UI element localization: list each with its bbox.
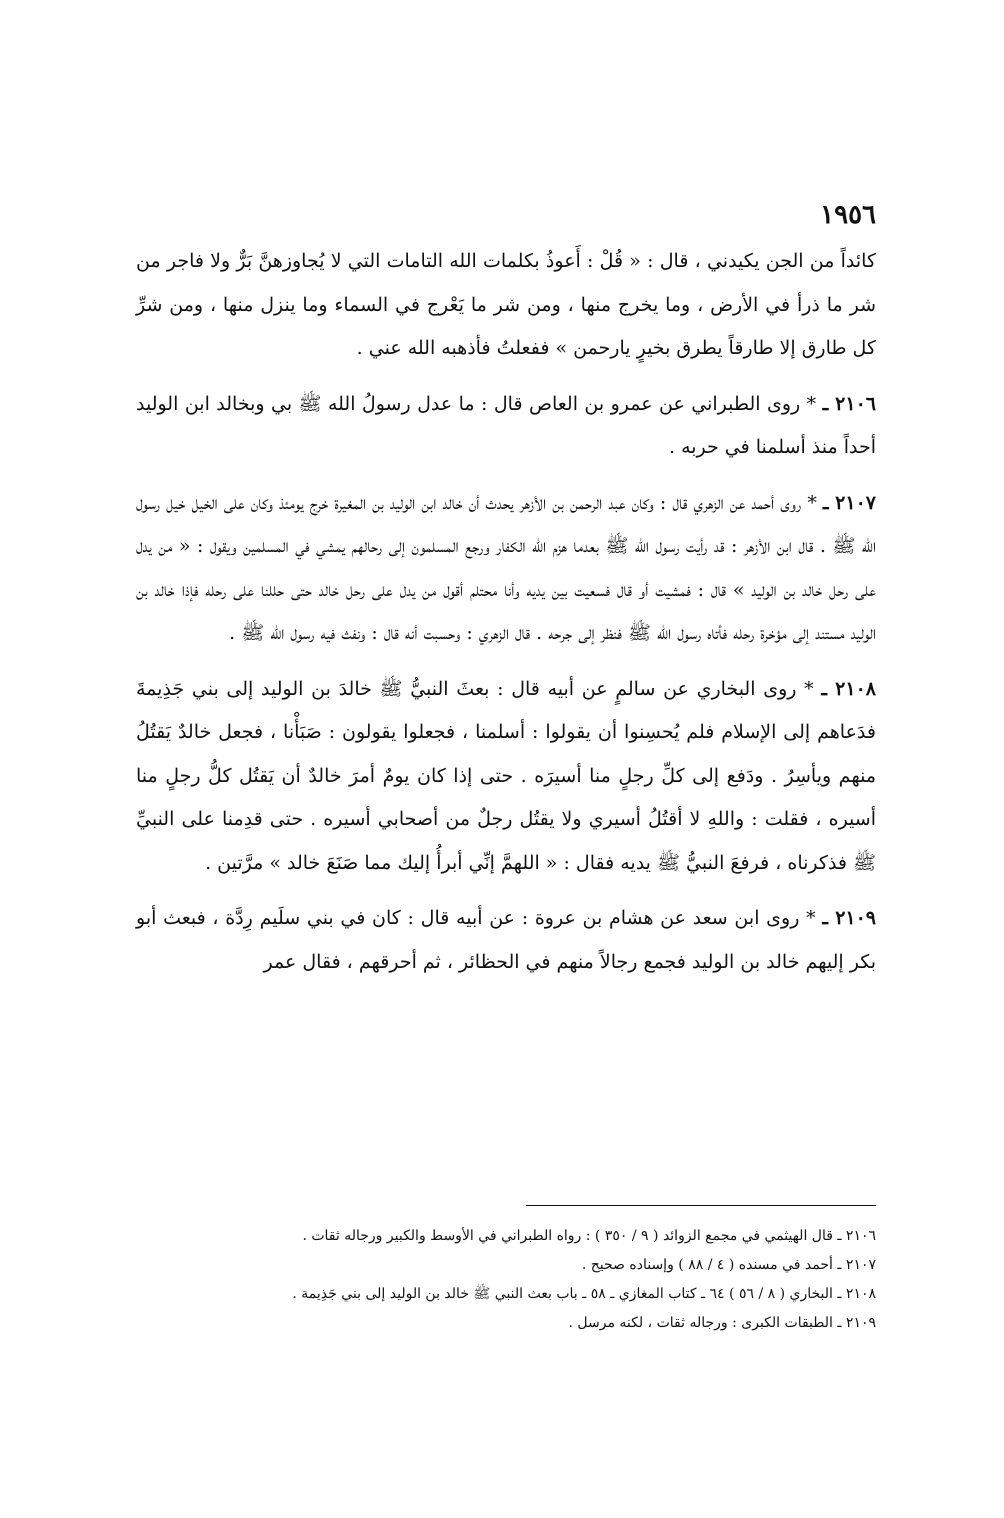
footnote-divider bbox=[526, 1205, 876, 1206]
hadith-number: ٢١٠٧ ـ bbox=[822, 491, 876, 514]
paragraph-text: * روى ابن سعد عن هشام بن عروة : عن أبيه قال : كان في بني سلَيم رِدَّة ، فبعث أبو بكر إليهم خالد بن الوليد فجمع رجالاً منهم في الحظائر ، ثم أحرقهم ، فقال عمر bbox=[136, 907, 876, 973]
paragraph-text: * روى الطبراني عن عمرو بن العاص قال : ما عدل رسولُ الله ﷺ بي وبخالد ابن الوليد أحداً منذ أسلمنا في حربه . bbox=[136, 392, 876, 458]
paragraph-text: * روى أحمد عن الزهري قال : وكان عبد الرحمن بن الأزهر يحدث أن خالد ابن الوليد بن المغيرة خرج يومئذ وكان على الخيل خيل رسول الله ﷺ . قال ابن الأزهر : قد رأيت رسول الله ﷺ بعدما هزم الله الكفار ورجع المسلمون إلى رحالهم يمشي في المسلمين ويقول : « من يدل على رحل خالد بن الوليد » قال : فمشيت أو قال فسعيت بين يديه وأنا محتلم أقول من يدل على رحل خالد حتى حللنا على رحله فإذا خالد بن الوليد مستند إلى مؤخرة رحله فأتاه رسول الله ﷺ فنظر إلى جرحه . قال الزهري : وحسبت أنه قال : ونفث فيه رسول الله ﷺ . bbox=[136, 491, 876, 644]
hadith-2107 bbox=[136, 482, 876, 656]
hadith-number: ٢١٠٦ ـ bbox=[822, 392, 876, 415]
paragraph-continuation bbox=[136, 240, 876, 371]
footnote-2108: ٢١٠٨ ـ البخاري ( ٨ / ٥٦ ) ٦٤ ـ كتاب المغازي ـ ٥٨ ـ باب بعث النبي ﷺ خالد بن الوليد إلى بني جَذِيمة . bbox=[292, 1286, 876, 1302]
footnote-2109: ٢١٠٩ ـ الطبقات الكبرى : ورجاله ثقات ، لكنه مرسل . bbox=[568, 1315, 876, 1331]
hadith-number: ٢١٠٩ ـ bbox=[822, 907, 877, 929]
main-text bbox=[136, 240, 876, 996]
paragraph-text: كائداً من الجن يكيدني ، قال : « قُلْ : أَعوذُ بكلمات الله التامات التي لا يُجاوزهنَّ بَرٌّ ولا فاجر من شر ما ذرأ في الأرض ، وما يخرج منها ، ومن شر ما يَعْرج في السماء وما ينزل منها ، ومن شرِّ كل طارق إلا طارقاً يطرق بخيرٍ يارحمن » ففعلتُ فأذهبه الله عني . bbox=[136, 250, 876, 359]
hadith-2108 bbox=[136, 668, 876, 886]
footnote-2107: ٢١٠٧ ـ أحمد في مسنده ( ٤ / ٨٨ ) وإسناده صحيح . bbox=[581, 1257, 876, 1273]
hadith-2109 bbox=[136, 897, 876, 984]
hadith-2106 bbox=[136, 383, 876, 470]
footnotes bbox=[136, 1222, 876, 1338]
hadith-number: ٢١٠٨ ـ bbox=[821, 677, 876, 700]
paragraph-text: * روى البخاري عن سالمٍ عن أبيه قال : بعثَ النبيُّ ﷺ خالدَ بن الوليد إلى بني جَذِيمةَ فدَعاهم إلى الإسلام فلم يُحسِنوا أن يقولوا : أسلمنا ، فجعلوا يقولون : صَبَأْنا ، فجعل خالدٌ يَقتُلُ منهم ويأسِرُ . ودَفع إلى كلِّ رجلٍ منا أسيرَه . حتى إذا كان يومٌ أمرَ خالدٌ أن يَقتُل كلُّ رجلٍ منا أسيره ، فقلت : واللهِ لا أقتُلُ أسيري ولا يقتُل رجلٌ من أصحابي أسيره . حتى قدِمنا على النبيِّ ﷺ فذكرناه ، فرفعَ النبيُّ ﷺ يديه فقال : « اللهمَّ إنِّي أبرأُ إليك مما صَنَعَ خالد » مرَّتين . bbox=[136, 677, 876, 874]
page-number: ١٩٥٦ bbox=[820, 200, 876, 230]
footnote-2106: ٢١٠٦ ـ قال الهيثمي في مجمع الزوائد ( ٩ / ٣٥٠ ) : رواه الطبراني في الأوسط والكبير ورجاله ثقات . bbox=[302, 1228, 876, 1244]
